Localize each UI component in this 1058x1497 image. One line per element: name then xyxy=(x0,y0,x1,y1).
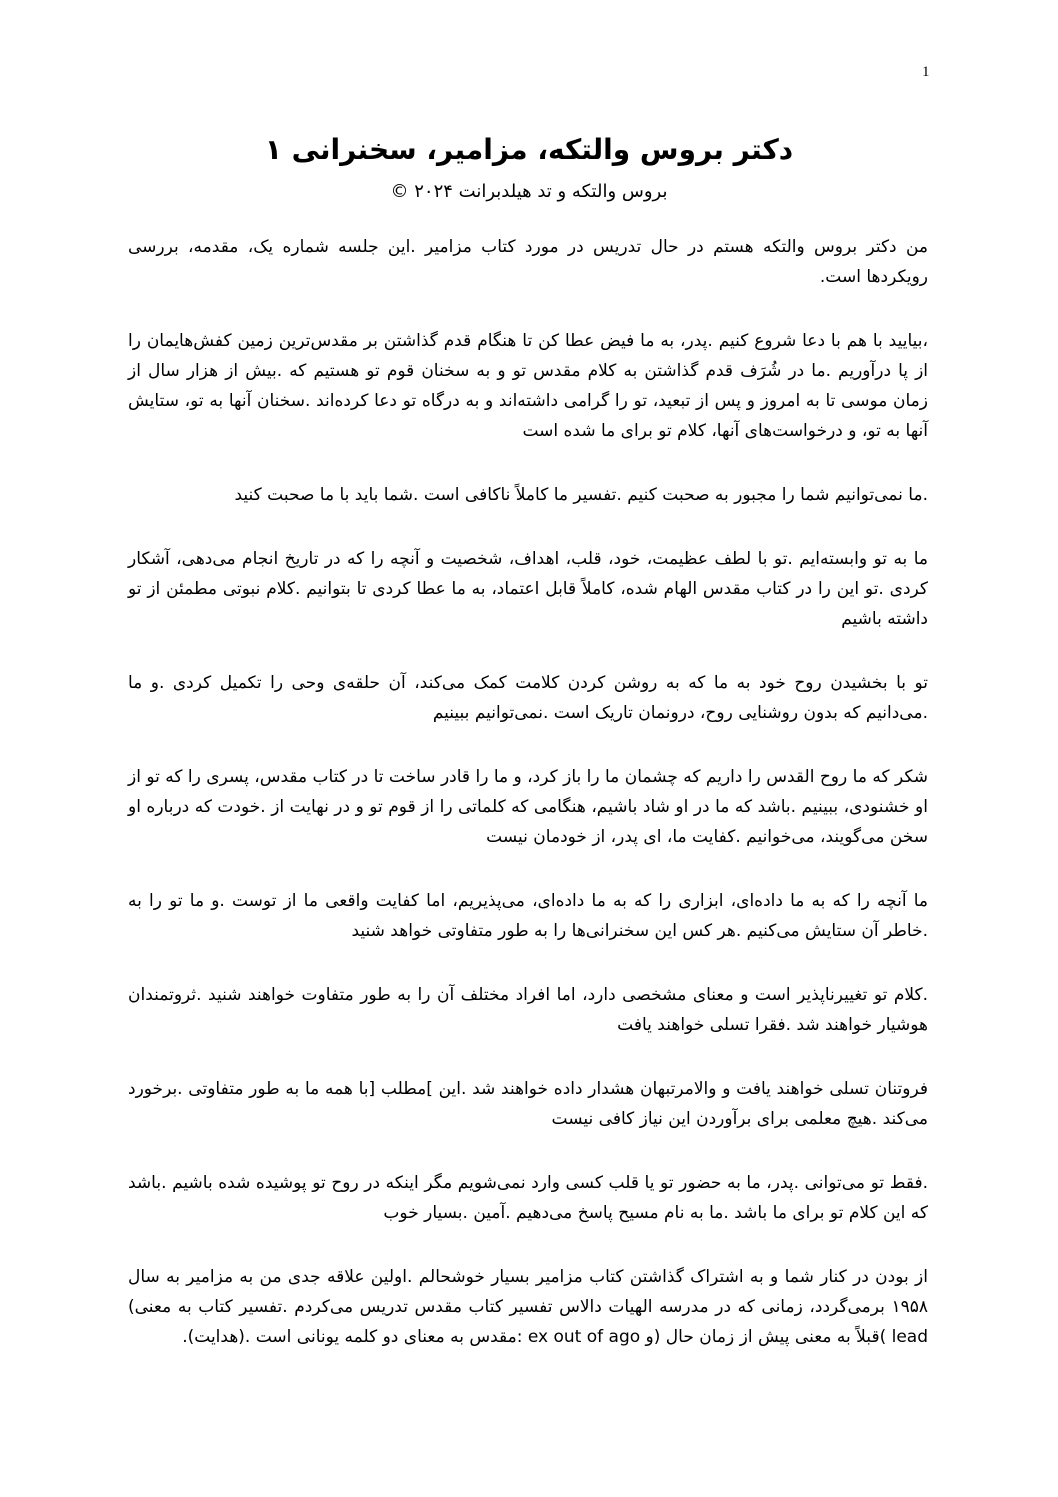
paragraph: فروتنان تسلی خواهند یافت و والامرتبهان هشدار داده خواهند شد .این ]مطلب [با همه ما به طور متفاوتی .برخورد می‌کند .هیچ معلمی برای برآوردن این نیاز کافی نیست xyxy=(128,1079,928,1129)
paragraph: من دکتر بروس والتکه هستم در حال تدریس در مورد کتاب مزامیر .این جلسه شماره یک، مقدمه، بررسی رویکردها است. xyxy=(128,237,928,287)
paragraph: ،بیایید با هم با دعا شروع کنیم .پدر، به ما فیض عطا کن تا هنگام قدم گذاشتن بر مقدس‌ترین زمین کفش‌هایمان را از پا درآوریم .ما در شُرَف قدم گذاشتن به کلام مقدس تو و به سخنان قوم تو هستیم که .بیش از هزار سال از زمان موسی تا به امروز و پس از تبعید، تو را گرامی داشته‌اند و به درگاه تو دعا کرده‌اند .سخنان آنها به تو، ستایش آنها به تو، و درخواست‌های آنها، کلام تو برای ما شده است xyxy=(128,331,928,441)
paragraph: تو با بخشیدن روح خود به ما که به روشن کردن کلامت کمک می‌کند، آن حلقه‌ی وحی را تکمیل کردی .و ما .می‌دانیم که بدون روشنایی روح، درونمان تاریک است .نمی‌توانیم ببینیم xyxy=(128,673,928,723)
paragraph: .کلام تو تغییرناپذیر است و معنای مشخصی دارد، اما افراد مختلف آن را به طور متفاوت خواهند شنید .ثروتمندان هوشیار خواهند شد .فقرا تسلی خواهند یافت xyxy=(128,985,928,1035)
page-number: 1 xyxy=(922,64,930,80)
paragraph: از بودن در کنار شما و به اشتراک گذاشتن کتاب مزامیر بسیار خوشحالم .اولین علاقه جدی من به مزامیر به سال ۱۹۵۸ برمی‌گردد، زمانی که در مدرسه الهیات دالاس تفسیر کتاب مقدس تدریس می‌کردم .تفسیر کتاب به معنی) lead )قبلاً به معنی پیش از زمان حال (و ex out of ago :مقدس به معنای دو کلمه یونانی است .(هدایت). xyxy=(128,1267,928,1347)
paragraph: شکر که ما روح القدس را داریم که چشمان ما را باز کرد، و ما را قادر ساخت تا در کتاب مقدس، پسری را که تو از او خشنودی، ببینیم .باشد که ما در او شاد باشیم، هنگامی که کلماتی را از قوم تو و در نهایت از .خودت که درباره او سخن می‌گویند، می‌خوانیم .کفایت ما، ای پدر، از خودمان نیست xyxy=(128,767,928,847)
paragraph: .فقط تو می‌توانی .پدر، ما به حضور تو یا قلب کسی وارد نمی‌شویم مگر اینکه در روح تو پوشیده شده باشیم .باشد که این کلام تو برای ما باشد .ما به نام مسیح پاسخ می‌دهیم .آمین .بسیار خوب xyxy=(128,1173,928,1223)
document-body xyxy=(128,232,928,1386)
paragraph: .ما نمی‌توانیم شما را مجبور به صحبت کنیم .تفسیر ما کاملاً ناکافی است .شما باید با ما صحبت کنید xyxy=(234,485,928,505)
paragraph: ما به تو وابسته‌ایم .تو با لطف عظیمت، خود، قلب، اهداف، شخصیت و آنچه را که در تاریخ انجام می‌دهی، آشکار کردی .تو این را در کتاب مقدس الهام شده، کاملاً قابل اعتماد، به ما عطا کردی تا بتوانیم .کلام نبوتی مطمئن از تو داشته باشیم xyxy=(128,549,928,629)
paragraph: ما آنچه را که به ما داده‌ای، ابزاری را که به ما داده‌ای، می‌پذیریم، اما کفایت واقعی ما از توست .و ما تو را به .خاطر آن ستایش می‌کنیم .هر کس این سخنرانی‌ها را به طور متفاوتی خواهد شنید xyxy=(128,891,928,941)
document-subtitle: بروس والتکه و تد هیلدبرانت ۲۰۲۴ © xyxy=(390,181,668,202)
document-title: دکتر بروس والتکه، مزامیر، سخنرانی ۱ xyxy=(264,133,794,166)
